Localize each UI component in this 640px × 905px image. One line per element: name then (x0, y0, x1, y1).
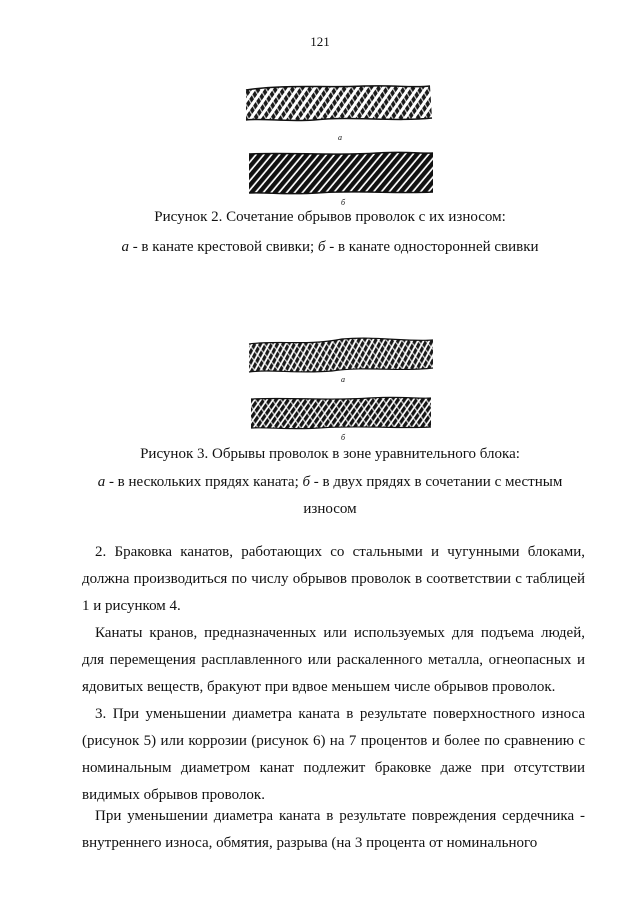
figure-3-caption-b-letter: б (302, 474, 311, 490)
figure-2-rope-b (247, 148, 435, 198)
figure-2-label-b: б (340, 198, 346, 207)
page-number: 121 (310, 34, 330, 49)
figure-3-caption-title: Рисунок 3. Обрывы проволок в зоне уравнительного блока: (140, 446, 520, 462)
figure-3-rope-a (247, 334, 435, 376)
paragraph-4: При уменьшении диаметра каната в результате повреждения сердечника - внутреннего износа, обмятия, разрыва (на 3 процента от номинального (82, 808, 585, 851)
figure-2-rope-a (244, 82, 434, 130)
figure-3-label-b: б (340, 433, 346, 442)
figure-2-caption-b-text: - в канате односторонней свивки (325, 239, 539, 255)
figure-2-caption-b-letter: б (317, 239, 326, 255)
figure-2-label-a: а (338, 133, 342, 142)
figure-3-caption-a-text: - в нескольких прядях каната; (105, 474, 303, 490)
paragraph-3: 3. При уменьшении диаметра каната в результате поверхностного износа (рисунок 5) или коррозии (рисунок 6) на 7 процентов и более по сравнению с номинальным диаметром канат подлежит браковке даже при отсутствии видимых обрывов проволок. (82, 706, 585, 803)
paragraph-2: Канаты кранов, предназначенных или используемых для подъема людей, для перемещения расплавленного или раскаленного металла, огнеопасных и ядовитых веществ, бракуют при вдвое меньшем числе обрывов проволок. (82, 625, 585, 695)
figure-3-caption-b-text: - в двух прядях в сочетании с местным (310, 474, 563, 490)
figure-3-caption-legend (60, 473, 600, 491)
figure-3-caption-line3: износом (303, 501, 357, 517)
figure-3-rope-b (249, 392, 433, 434)
figure-2-caption-a-letter: а (121, 239, 129, 255)
figure-2-caption-title: Рисунок 2. Сочетание обрывов проволок с их износом: (154, 209, 506, 225)
figure-3-caption-a-letter: а (97, 474, 106, 490)
figure-2-caption-legend (60, 238, 600, 256)
figure-2-caption-a-text: - в канате крестовой свивки; (128, 239, 318, 255)
paragraph-1: 2. Браковка канатов, работающих со стальными и чугунными блоками, должна производиться по числу обрывов проволок в соответствии с таблицей 1 и рисунком 4. (82, 544, 585, 614)
figure-3-label-a: а (341, 375, 345, 384)
